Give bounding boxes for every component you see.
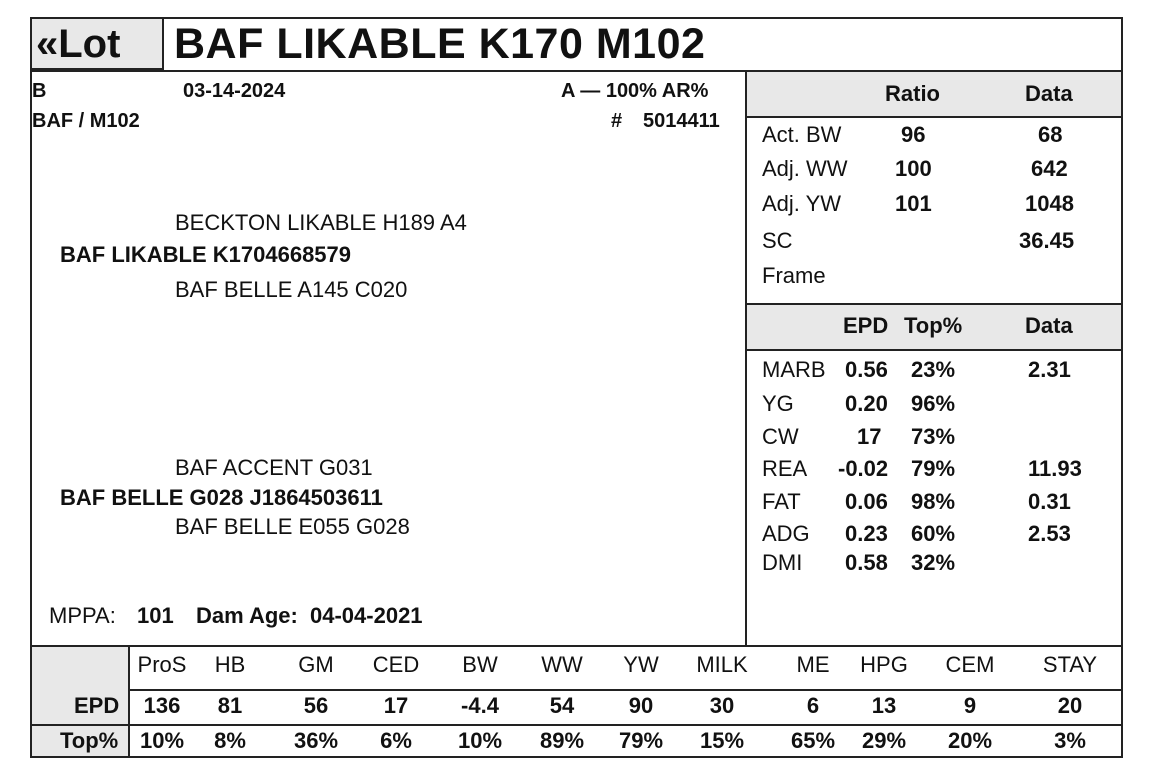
ratio-row-data: 68 — [1038, 122, 1063, 147]
epd-value-cell: 17 — [383, 693, 409, 718]
dam-dam: BAF BELLE E055 G028 — [175, 514, 410, 539]
carcass-row-data: 0.31 — [1028, 489, 1071, 514]
ratio-row-label: Act. BW — [762, 122, 842, 147]
top-percent-cell: 8% — [214, 728, 246, 753]
epd-value-cell: 6 — [806, 693, 820, 718]
registration-label: # — [611, 110, 623, 132]
top-percent-cell: 79% — [618, 728, 664, 753]
epd-column-header: YW — [623, 652, 659, 677]
carcass-row-label: MARB — [762, 357, 826, 382]
top-percent-cell: 6% — [380, 728, 412, 753]
carcass-epd-header: EPD — [843, 313, 889, 338]
carcass-row-label: DMI — [762, 550, 803, 575]
carcass-row-epd: 0.56 — [845, 357, 888, 382]
animal-name: BAF LIKABLE K170 M102 — [174, 20, 706, 68]
carcass-row-label: CW — [762, 424, 799, 449]
top-percent-cell: 20% — [947, 728, 993, 753]
ratio-row-data: 1048 — [1025, 191, 1074, 216]
epd-column-header: HPG — [860, 652, 908, 677]
epd-column-header: MILK — [696, 652, 748, 677]
carcass-row-label: ADG — [762, 521, 810, 546]
carcass-row-top: 32% — [911, 550, 956, 575]
ratio-row-label: Frame — [762, 263, 826, 288]
birth-date: 03-14-2024 — [183, 80, 286, 102]
top-percent-cell: 65% — [790, 728, 836, 753]
dam-age-value: 04-04-2021 — [310, 603, 423, 628]
epd-value-cell: 30 — [709, 693, 735, 718]
carcass-row-epd: 0.06 — [845, 489, 888, 514]
ratio-row-ratio: 100 — [895, 156, 932, 181]
carcass-row-top: 96% — [911, 391, 956, 416]
mppa-value: 101 — [137, 603, 174, 628]
epd-value-cell: 56 — [303, 693, 329, 718]
sire-dam: BAF BELLE A145 C020 — [175, 277, 408, 302]
top-percent-cell: 15% — [699, 728, 745, 753]
carcass-row-epd: 0.58 — [845, 550, 888, 575]
carcass-top-header: Top% — [904, 313, 963, 338]
epd-value-cell: 136 — [143, 693, 181, 718]
lot-label: «Lot — [30, 17, 164, 70]
carcass-row-epd: -0.02 — [838, 456, 889, 481]
epd-value-cell: 54 — [549, 693, 575, 718]
dam: BAF BELLE G028 J1864503611 — [60, 485, 383, 510]
carcass-row-label: REA — [762, 456, 808, 481]
carcass-row-top: 79% — [911, 456, 956, 481]
carcass-row-label: FAT — [762, 489, 801, 514]
dam-age-label: Dam Age: — [196, 603, 298, 628]
carcass-row-epd: 0.23 — [845, 521, 888, 546]
herd-id: BAF / M102 — [32, 110, 140, 132]
carcass-row-label: YG — [762, 391, 794, 416]
ratio-row-label: SC — [762, 228, 793, 253]
carcass-row-data: 2.31 — [1028, 357, 1071, 382]
top-percent-cell: 29% — [861, 728, 907, 753]
top-percent-cell: 10% — [457, 728, 503, 753]
epd-column-header: CED — [372, 652, 420, 677]
ratio-header: Ratio — [885, 81, 940, 106]
ratio-row-ratio: 101 — [895, 191, 932, 216]
ratio-row-data: 36.45 — [1019, 228, 1075, 253]
table-divider — [30, 645, 1123, 647]
carcass-row-epd: 17 — [857, 424, 882, 449]
carcass-row-top: 60% — [911, 521, 956, 546]
epd-value-cell: 9 — [963, 693, 977, 718]
epd-row-label: EPD — [74, 693, 120, 718]
carcass-row-top: 23% — [911, 357, 956, 382]
ratio-row-data: 642 — [1031, 156, 1068, 181]
breed-percent: A — 100% AR% — [561, 80, 709, 102]
top-row-label: Top% — [60, 728, 119, 753]
epd-column-header: GM — [298, 652, 334, 677]
sire-sire: BECKTON LIKABLE H189 A4 — [175, 210, 467, 235]
epd-column-header: HB — [214, 652, 246, 677]
top-percent-cell: 89% — [539, 728, 585, 753]
dam-sire: BAF ACCENT G031 — [175, 455, 373, 480]
epd-column-header: CEM — [945, 652, 995, 677]
carcass-row-top: 73% — [911, 424, 956, 449]
epd-column-header: ME — [796, 652, 830, 677]
sire: BAF LIKABLE K1704668579 — [60, 242, 352, 267]
registration-number: 5014411 — [643, 110, 720, 132]
carcass-row-top: 98% — [911, 489, 956, 514]
epd-value-cell: 13 — [871, 693, 897, 718]
epd-column-header: STAY — [1042, 652, 1098, 677]
epd-value-cell: -4.4 — [461, 693, 499, 718]
carcass-data-header: Data — [1025, 313, 1073, 338]
ratio-row-label: Adj. YW — [762, 191, 842, 216]
carcass-row-data: 2.53 — [1028, 521, 1071, 546]
ratio-row-label: Adj. WW — [762, 156, 848, 181]
epd-value-cell: 81 — [217, 693, 243, 718]
ratio-row-ratio: 96 — [901, 122, 926, 147]
epd-value-cell: 20 — [1057, 693, 1083, 718]
panel-divider — [745, 70, 747, 645]
epd-value-cell: 90 — [628, 693, 654, 718]
mppa-label: MPPA: — [49, 603, 116, 628]
epd-column-header: WW — [541, 652, 583, 677]
carcass-row-epd: 0.20 — [845, 391, 888, 416]
carcass-row-data: 11.93 — [1028, 456, 1082, 481]
top-percent-cell: 3% — [1054, 728, 1086, 753]
top-percent-cell: 36% — [293, 728, 339, 753]
top-percent-cell: 10% — [139, 728, 185, 753]
ratio-data-header: Data — [1025, 81, 1073, 106]
epd-column-header: ProS — [137, 652, 187, 677]
epd-column-header: BW — [462, 652, 498, 677]
sex-code: B — [32, 80, 47, 102]
